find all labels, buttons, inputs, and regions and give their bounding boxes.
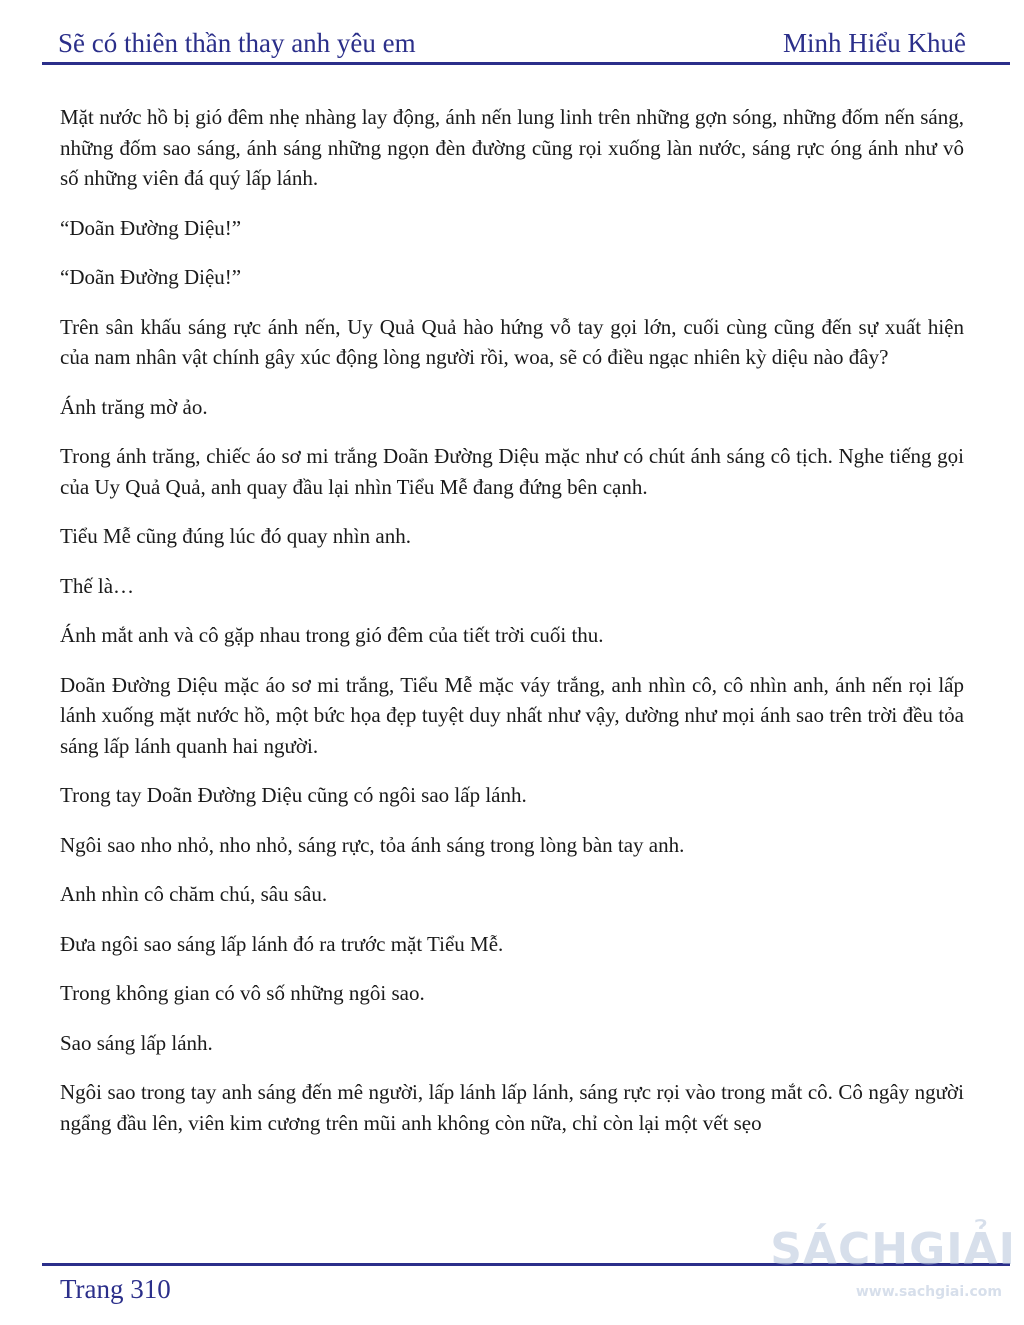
watermark-logo: SÁCHGIẢI — [770, 1224, 1016, 1275]
paragraph: Doãn Đường Diệu mặc áo sơ mi trắng, Tiểu Mễ mặc váy trắng, anh nhìn cô, cô nhìn anh, ánh nến rọi lấp lánh xuống mặt nước hồ, một bức họa đẹp tuyệt duy nhất như vậy, dường như mọi ánh sao trên trời đều tỏa sáng lấp lánh quanh hai người. — [60, 672, 964, 758]
paragraph: “Doãn Đường Diệu!” — [60, 265, 242, 289]
watermark-url: www.sachgiai.com — [855, 1284, 1002, 1300]
author-name: Minh Hiểu Khuê — [783, 28, 966, 58]
paragraph: Ánh trăng mờ ảo. — [60, 394, 208, 419]
paragraph: Đưa ngôi sao sáng lấp lánh đó ra trước mặt Tiểu Mễ. — [60, 931, 504, 956]
paragraph: Anh nhìn cô chăm chú, sâu sâu. — [60, 882, 328, 906]
paragraph: Trong không gian có vô số những ngôi sao. — [60, 981, 425, 1005]
page-number: Trang 310 — [60, 1274, 171, 1304]
watermark — [770, 1210, 1016, 1320]
book-title: Sẽ có thiên thần thay anh yêu em — [58, 28, 416, 58]
paragraph: Ngôi sao nho nhỏ, nho nhỏ, sáng rực, tỏa ánh sáng trong lòng bàn tay anh. — [60, 832, 685, 857]
paragraph: Trong ánh trăng, chiếc áo sơ mi trắng Doãn Đường Diệu mặc như có chút ánh sáng cô tịch. Nghe tiếng gọi của Uy Quả Quả, anh quay đầu lại nhìn Tiểu Mễ đang đứng bên cạnh. — [60, 444, 964, 499]
page-header — [50, 22, 972, 66]
paragraph: Thế là… — [60, 573, 135, 598]
header-divider — [42, 62, 1010, 65]
paragraph: Ánh mắt anh và cô gặp nhau trong gió đêm của tiết trời cuối thu. — [60, 623, 604, 647]
paragraph: Mặt nước hồ bị gió đêm nhẹ nhàng lay động, ánh nến lung linh trên những gợn sóng, những đốm nến sáng, những đốm sao sáng, ánh sáng những ngọn đèn đường cũng rọi xuống làn nước, sáng rực óng ánh như vô số những viên đá quý lấp lánh. — [60, 105, 964, 190]
paragraph: Tiểu Mễ cũng đúng lúc đó quay nhìn anh. — [60, 524, 411, 548]
paragraph: Trên sân khấu sáng rực ánh nến, Uy Quả Quả hào hứng vỗ tay gọi lớn, cuối cùng cũng đến sự xuất hiện của nam nhân vật chính gây xúc động lòng người rồi, woa, sẽ có điều ngạc nhiên kỳ diệu nào đây? — [60, 314, 964, 369]
page-body — [60, 102, 964, 1157]
paragraph: Sao sáng lấp lánh. — [60, 1030, 213, 1055]
paragraph: Trong tay Doãn Đường Diệu cũng có ngôi sao lấp lánh. — [60, 783, 527, 807]
paragraph: Ngôi sao trong tay anh sáng đến mê người, lấp lánh lấp lánh, sáng rực rọi vào trong mắt cô. Cô ngây người ngẩng đầu lên, viên kim cương trên mũi anh không còn nữa, chỉ còn lại một vết sẹo — [60, 1080, 964, 1135]
paragraph: “Doãn Đường Diệu!” — [60, 215, 242, 240]
